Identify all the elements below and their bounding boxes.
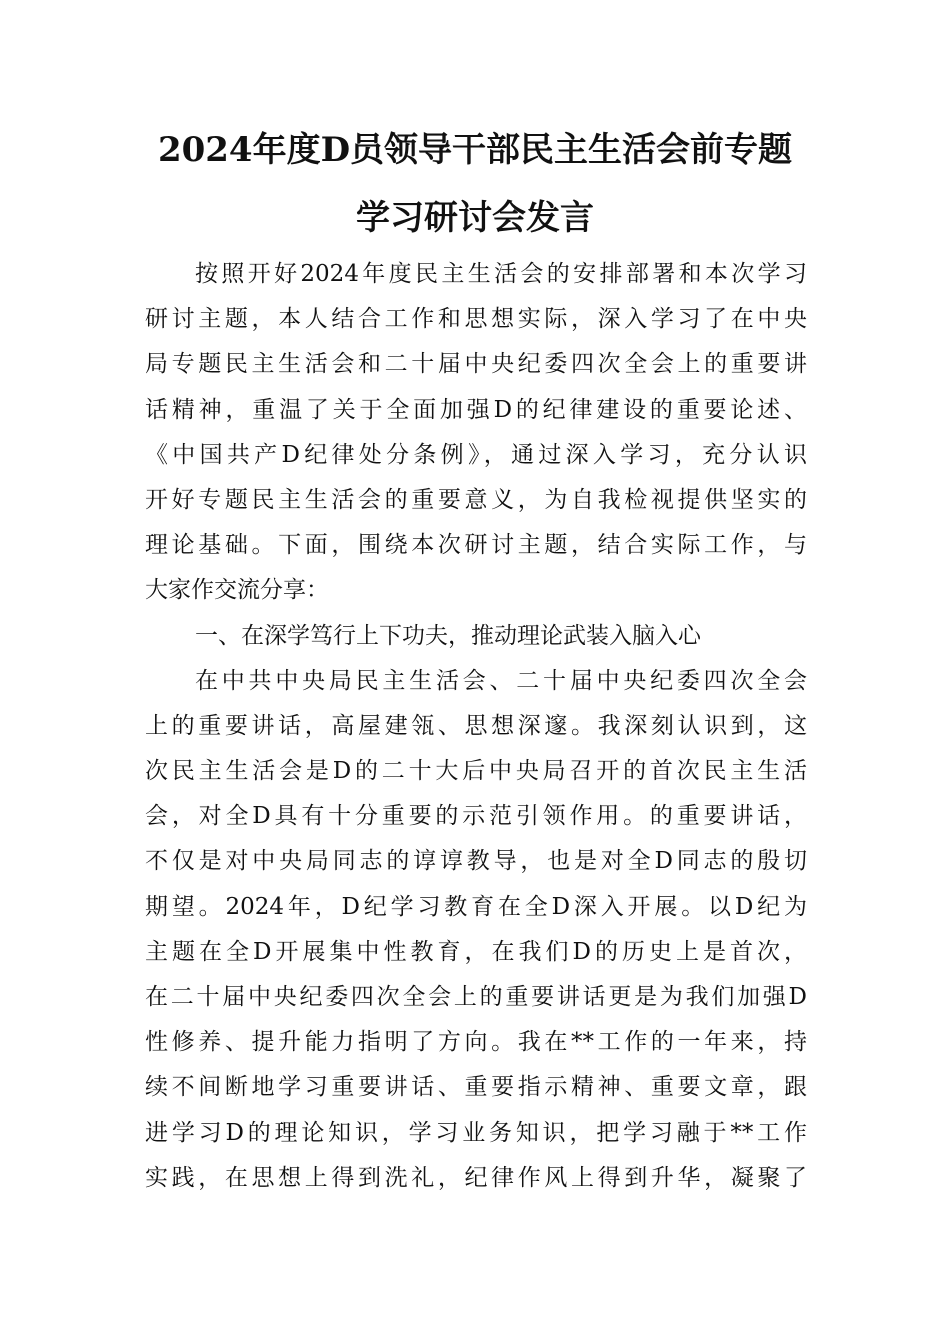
text-line: 续不间断地学习重要讲话、重要指示精神、重要文章，跟 <box>145 1074 807 1101</box>
document-body <box>145 252 807 1201</box>
section-heading-1: 一、在深学笃行上下功夫，推动理论武装入脑入心 <box>195 622 701 649</box>
text-line: 上的重要讲话，高屋建瓴、思想深邃。我深刻认识到，这 <box>145 712 807 739</box>
text-line: 进学习D的理论知识，学习业务知识，把学习融于**工作 <box>145 1119 807 1146</box>
text-line: 《中国共产D纪律处分条例》，通过深入学习，充分认识 <box>145 441 807 468</box>
paragraph-section-1 <box>145 659 807 1201</box>
document-title-line-1: 2024年度D员领导干部民主生活会前专题 <box>157 130 793 170</box>
text-line: 开好专题民主生活会的重要意义，为自我检视提供坚实的 <box>145 486 807 513</box>
document-title-line-2: 学习研讨会发言 <box>356 198 594 238</box>
text-line: 期望。2024年，D纪学习教育在全D深入开展。以D纪为 <box>145 893 807 920</box>
text-line: 主题在全D开展集中性教育，在我们D的历史上是首次， <box>145 938 807 965</box>
text-line: 局专题民主生活会和二十届中央纪委四次全会上的重要讲 <box>145 351 807 378</box>
text-line: 实践，在思想上得到洗礼，纪律作风上得到升华，凝聚了 <box>145 1164 807 1191</box>
text-line: 会，对全D具有十分重要的示范引领作用。的重要讲话， <box>145 803 807 830</box>
text-line: 性修养、提升能力指明了方向。我在**工作的一年来，持 <box>145 1029 807 1056</box>
text-line: 研讨主题，本人结合工作和思想实际，深入学习了在中央 <box>145 306 807 333</box>
text-line: 不仅是对中央局同志的谆谆教导，也是对全D同志的殷切 <box>145 848 807 875</box>
text-line: 话精神，重温了关于全面加强D的纪律建设的重要论述、 <box>145 396 807 423</box>
text-line: 按照开好2024年度民主生活会的安排部署和本次学习 <box>195 261 807 287</box>
paragraph-intro <box>145 252 807 614</box>
text-line: 理论基础。下面，围绕本次研讨主题，结合实际工作，与 <box>145 532 807 559</box>
text-line: 大家作交流分享： <box>145 577 329 604</box>
text-line: 在中共中央局民主生活会、二十届中央纪委四次全会 <box>195 667 807 694</box>
text-line: 在二十届中央纪委四次全会上的重要讲话更是为我们加强D <box>145 984 807 1010</box>
text-line: 次民主生活会是D的二十大后中央局召开的首次民主生活 <box>145 758 807 785</box>
